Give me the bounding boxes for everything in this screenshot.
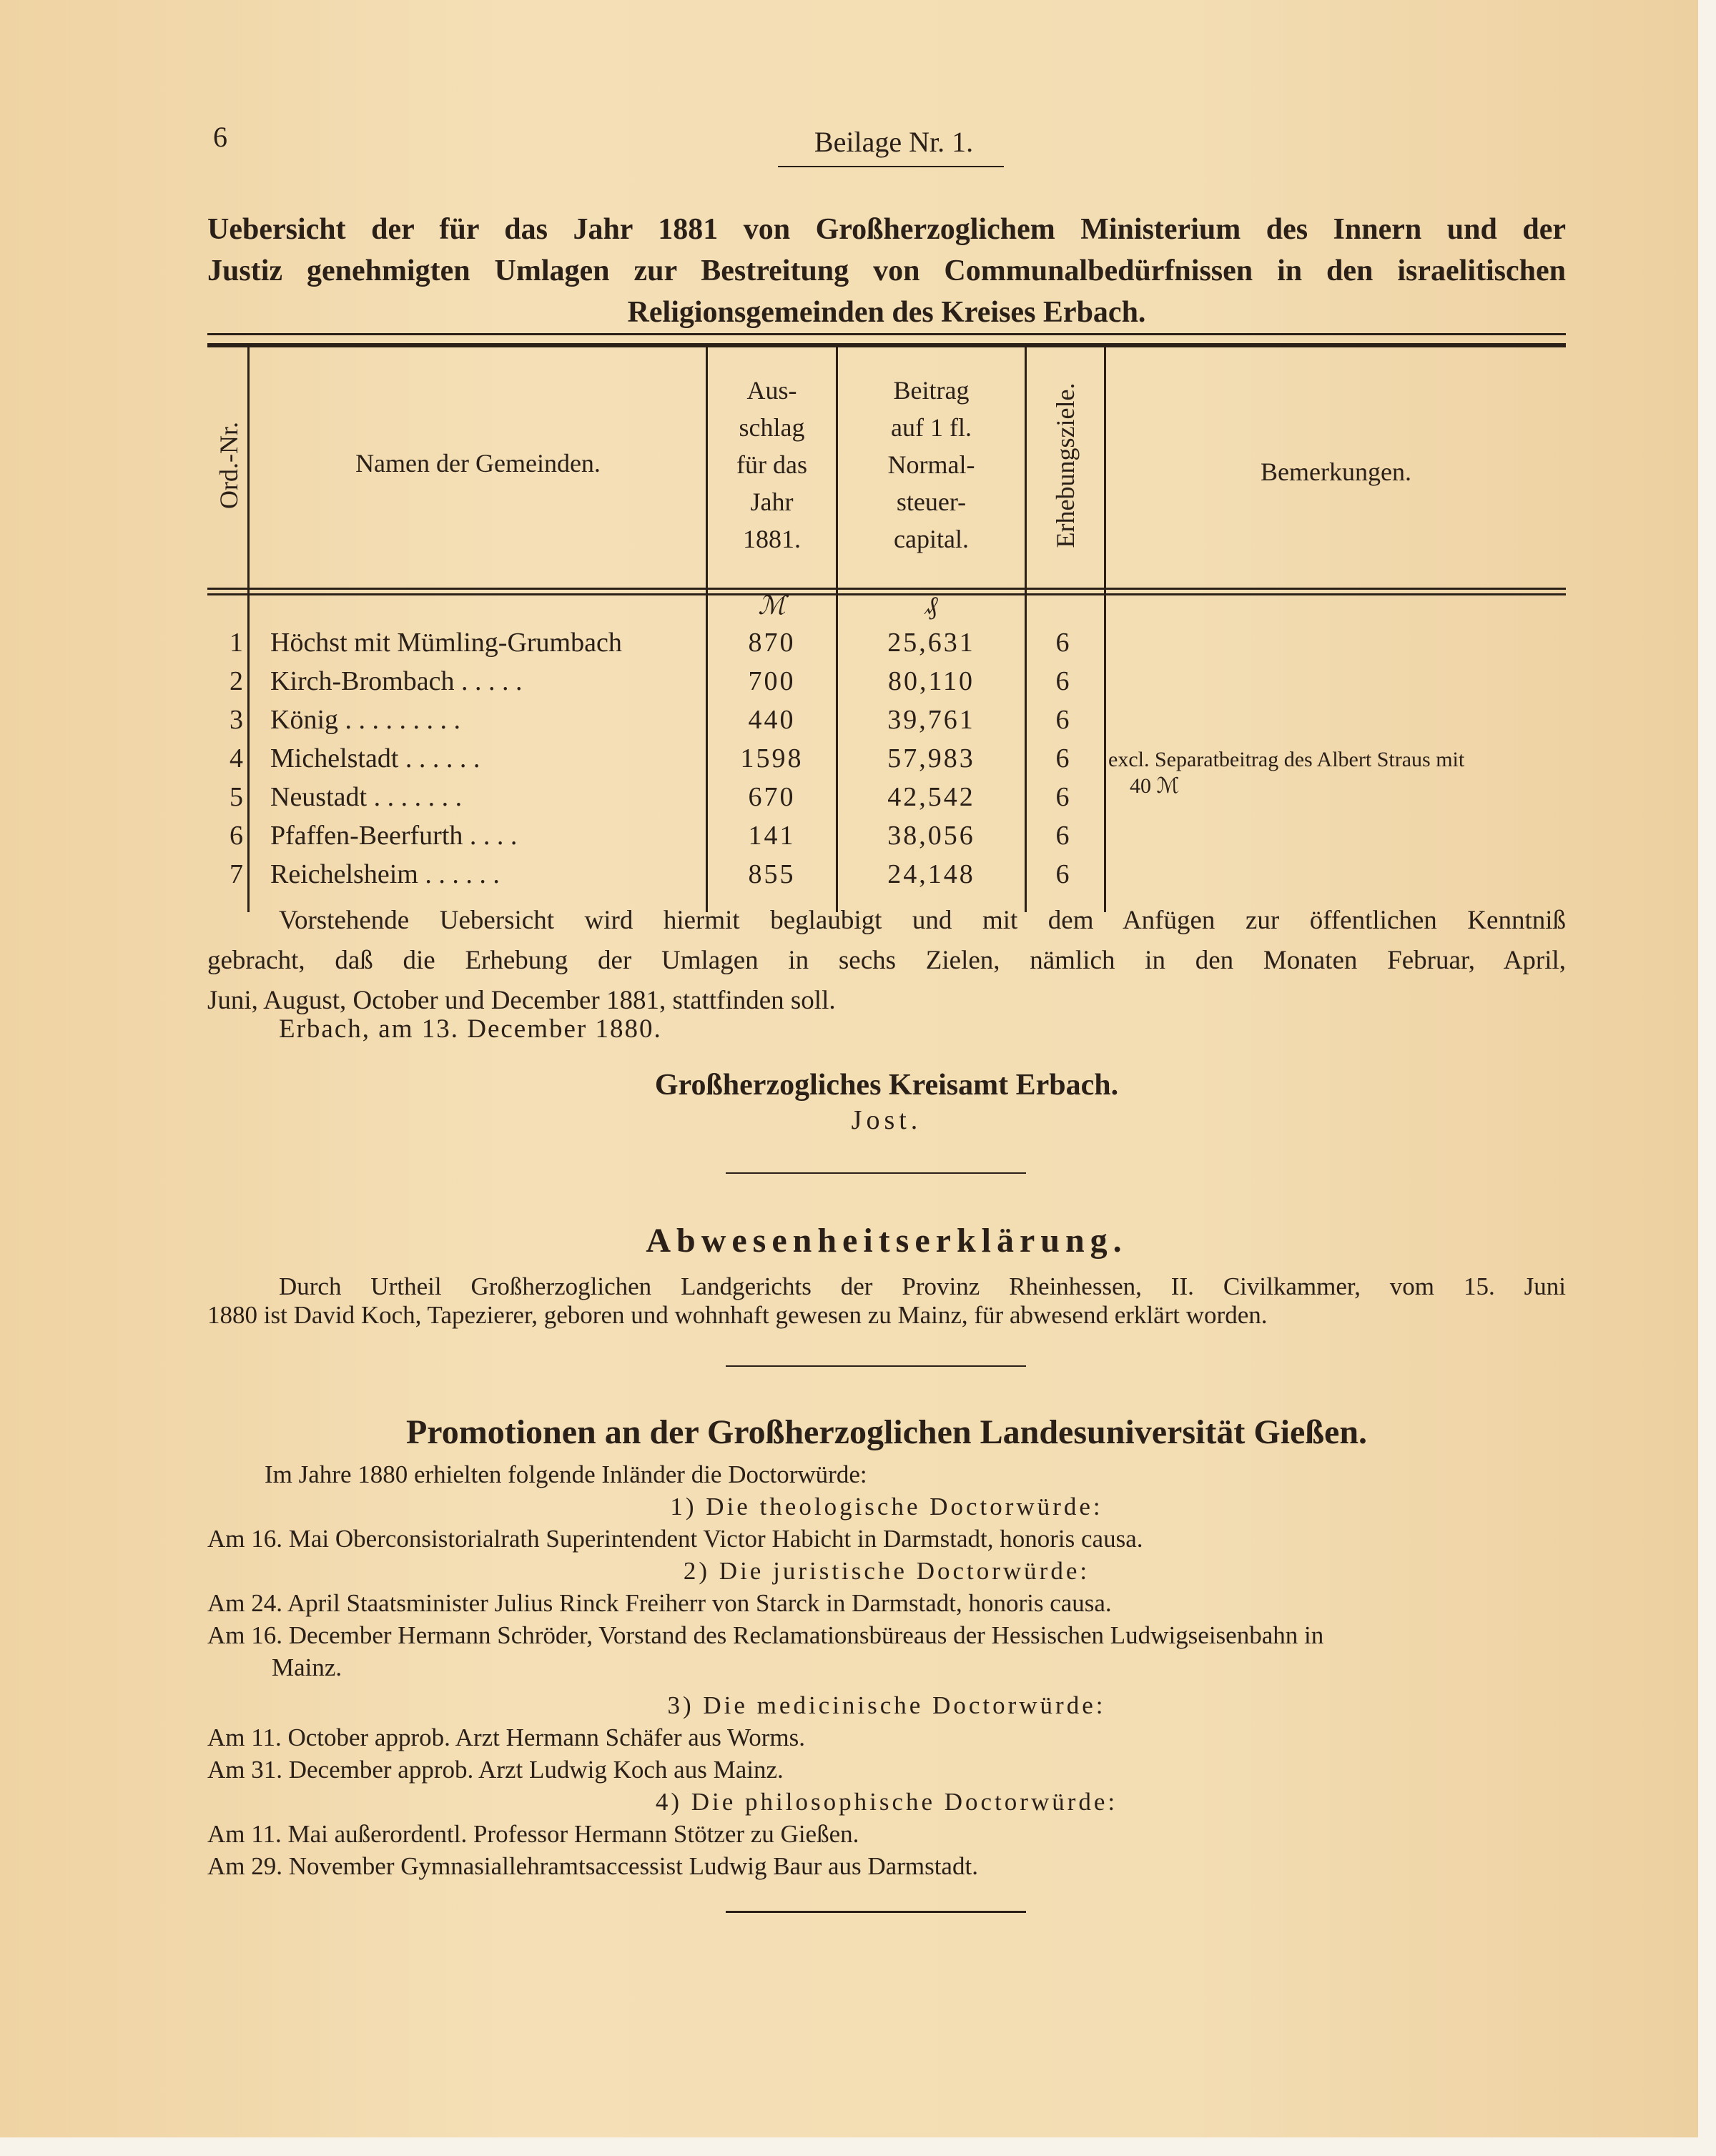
row-name: Neustadt . . . . . . . (270, 782, 463, 812)
row-name: Pfaffen-Beerfurth . . . . (270, 821, 518, 851)
section-title: Promotionen an der Großherzoglichen Landesuniversität Gießen. (405, 1413, 1368, 1451)
row-name: König . . . . . . . . . (270, 705, 460, 735)
table-row (207, 662, 1566, 701)
row-ausschlag: 1598 (740, 743, 804, 773)
row-ziele: 6 (1055, 859, 1070, 889)
header-beitrag: Beitrag (893, 376, 970, 405)
row-name: Michelstadt . . . . . . (270, 743, 480, 773)
row-beitrag: 39,761 (887, 705, 975, 735)
degree-heading: 4) Die philosophische Doctorwürde: (655, 1788, 1118, 1816)
remark: 40 ℳ (1130, 774, 1180, 798)
promotion-entry: Am 11. October approb. Arzt Hermann Schäfer aus Worms. (207, 1724, 805, 1751)
row-beitrag: 38,056 (887, 821, 975, 851)
rule (207, 588, 1566, 590)
row-nr: 1 (230, 628, 243, 658)
title-line: Religionsgemeinden des Kreises Erbach. (627, 296, 1146, 329)
table-row (207, 623, 1566, 662)
promotion-entry: Am 31. December approb. Arzt Ludwig Koch aus Mainz. (207, 1756, 784, 1784)
title-line: Uebersicht der für das Jahr 1881 von Großherzoglichem Ministerium des Innern und der (207, 213, 1566, 246)
place-date: Erbach, am 13. December 1880. (279, 1014, 662, 1044)
row-ausschlag: 870 (748, 628, 796, 658)
entry-continuation: Mainz. (272, 1653, 342, 1681)
promotion-entry: Am 16. Mai Oberconsistorialrath Superintendent Victor Habicht in Darmstadt, honoris causa. (207, 1525, 1143, 1553)
header-beitrag: capital. (894, 525, 969, 553)
row-nr: 5 (230, 782, 243, 812)
notice-line: Vorstehende Uebersicht wird hiermit beglaubigt und mit dem Anfügen zur öffentlichen Kenntniß (279, 906, 1566, 935)
row-ziele: 6 (1055, 705, 1070, 735)
notice-line: gebracht, daß die Erhebung der Umlagen in sechs Zielen, nämlich in den Monaten Februar, April, (207, 946, 1566, 975)
table-row (207, 778, 1566, 816)
divider (778, 166, 1004, 167)
header-ausschlag: schlag (739, 413, 805, 442)
row-beitrag: 80,110 (887, 666, 975, 696)
row-beitrag: 42,542 (887, 782, 975, 812)
row-name: Kirch-Brombach . . . . . (270, 666, 523, 696)
header-nr: Ord.-Nr. (214, 422, 243, 509)
remark: excl. Separatbeitrag des Albert Straus mit (1108, 748, 1465, 771)
row-ausschlag: 855 (748, 859, 796, 889)
rule (207, 343, 1566, 347)
scan-edge (0, 2137, 1698, 2156)
promotion-entry: Am 29. November Gymnasiallehramtsaccessist Ludwig Baur aus Darmstadt. (207, 1852, 978, 1880)
row-ausschlag: 141 (748, 821, 796, 851)
section-intro: Im Jahre 1880 erhielten folgende Inländer die Doctorwürde: (265, 1460, 867, 1488)
row-beitrag: 25,631 (887, 628, 975, 658)
header-beitrag: auf 1 fl. (891, 413, 972, 442)
table-row (207, 701, 1566, 739)
divider (726, 1172, 1026, 1174)
signature-office: Großherzogliches Kreisamt Erbach. (654, 1069, 1119, 1102)
header-ausschlag: für das (736, 450, 807, 479)
row-nr: 6 (230, 821, 243, 851)
promotion-entry: Am 16. December Hermann Schröder, Vorstand des Reclamationsbüreaus der Hessischen Ludwigseisenbahn in (207, 1621, 1324, 1649)
header-bemerkungen: Bemerkungen. (1261, 458, 1411, 486)
row-ziele: 6 (1055, 743, 1070, 773)
divider (726, 1365, 1026, 1367)
row-ausschlag: 670 (748, 782, 796, 812)
header-beitrag: Normal- (887, 450, 975, 479)
header-ziele: Erhebungsziele. (1051, 382, 1080, 548)
promotion-entry: Am 24. April Staatsminister Julius Rinck Freiherr von Starck in Darmstadt, honoris causa. (207, 1589, 1112, 1617)
notice-line: Juni, August, October und December 1881, stattfinden soll. (207, 986, 836, 1015)
row-ausschlag: 700 (748, 666, 796, 696)
degree-heading: 3) Die medicinische Doctorwürde: (667, 1691, 1106, 1719)
section-text: Durch Urtheil Großherzoglichen Landgerichts der Provinz Rheinhessen, II. Civilkammer, vom 15. Juni (279, 1272, 1566, 1300)
promotion-entry: Am 11. Mai außerordentl. Professor Hermann Stötzer zu Gießen. (207, 1820, 859, 1848)
header-name: Namen der Gemeinden. (355, 449, 601, 478)
page-number: 6 (213, 121, 227, 153)
row-nr: 2 (230, 666, 243, 696)
row-beitrag: 57,983 (887, 743, 975, 773)
row-name: Höchst mit Mümling-Grumbach (270, 628, 622, 658)
row-nr: 3 (230, 705, 243, 735)
header-ausschlag: 1881. (743, 525, 801, 553)
row-nr: 4 (230, 743, 243, 773)
scan-edge (1698, 0, 1716, 2156)
unit-pfennig: ₰ (924, 591, 938, 620)
degree-heading: 2) Die juristische Doctorwürde: (683, 1557, 1090, 1585)
row-ausschlag: 440 (748, 705, 796, 735)
rule (207, 333, 1566, 335)
unit-mark: ℳ (758, 591, 786, 620)
row-name: Reichelsheim . . . . . . (270, 859, 500, 889)
degree-heading: 1) Die theologische Doctorwürde: (670, 1493, 1103, 1520)
row-ziele: 6 (1055, 782, 1070, 812)
row-nr: 7 (230, 859, 243, 889)
row-beitrag: 24,148 (887, 859, 975, 889)
section-text: 1880 ist David Koch, Tapezierer, geboren und wohnhaft gewesen zu Mainz, für abwesend erklärt worden. (207, 1301, 1268, 1329)
table-row (207, 816, 1566, 855)
header-beitrag: steuer- (896, 488, 967, 516)
row-ziele: 6 (1055, 628, 1070, 658)
divider (726, 1911, 1026, 1913)
row-ziele: 6 (1055, 821, 1070, 851)
header-ausschlag: Jahr (750, 488, 794, 516)
signature-name: Jost. (851, 1105, 922, 1135)
page-header: Beilage Nr. 1. (814, 126, 974, 158)
section-title: Abwesenheitserklärung. (646, 1222, 1128, 1260)
row-ziele: 6 (1055, 666, 1070, 696)
title-line: Justiz genehmigten Umlagen zur Bestreitung von Communalbedürfnissen in den israelitischen (207, 254, 1566, 287)
table-row (207, 855, 1566, 894)
header-ausschlag: Aus- (746, 376, 797, 405)
